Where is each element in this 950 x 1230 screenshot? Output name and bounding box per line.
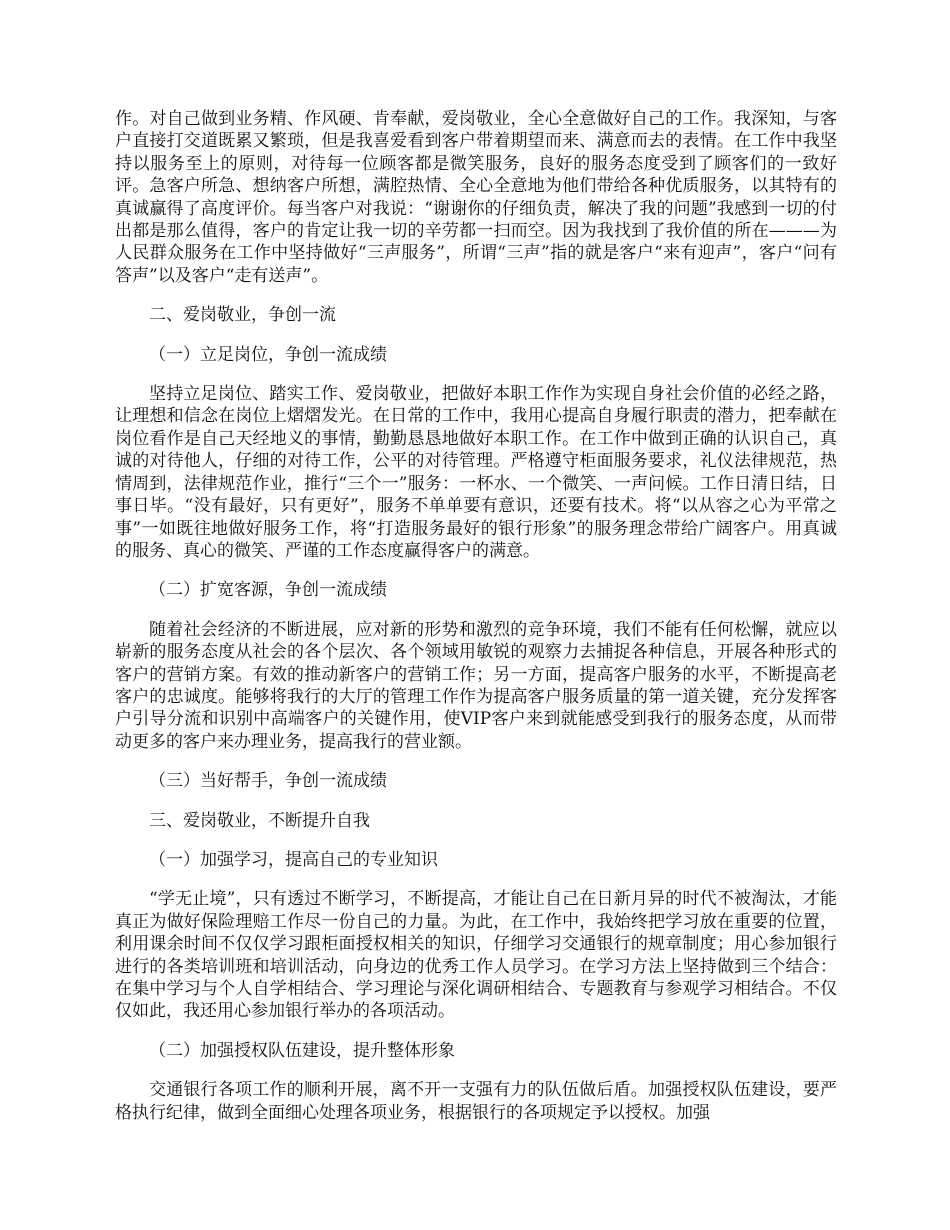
paragraph-expand-customers: 随着社会经济的不断进展，应对新的形势和激烈的竞争环境，我们不能有任何松懈，就应以崭新的服务态度从社会的各个层次、各个领域用敏锐的观察力去捕捉各种信息，开展各种形式的客户的营销方案。有效的推动新客户的营销工作；另一方面，提高客户服务的水平，不断提高老客户的忠诚度。能够将我行的大厅的管理工作作为提高客户服务质量的第一道关键，充分发挥客户引导分流和识别中高端客户的关键作用，使VIP客户来到就能感受到我行的服务态度，从而带动更多的客户来办理业务，提高我行的营业额。 bbox=[115, 619, 837, 752]
paragraph-service-attitude: 作。对自己做到业务精、作风硬、肯奉献，爱岗敬业，全心全意做好自己的工作。我深知，与客户直接打交道既累又繁琐，但是我喜爱看到客户带着期望而来、满意而去的表情。在工作中我坚持以服务至上的原则，对待每一位顾客都是微笑服务，良好的服务态度受到了顾客们的一致好评。急客户所急、想纳客户所想，满腔热情、全心全意地为他们带给各种优质服务，以其特有的真诚赢得了高度评价。每当客户对我说：“谢谢你的仔细负责，解决了我的问题”我感到一切的付出都是那么值得，客户的肯定让我一切的辛劳都一扫而空。因为我找到了我价值的所在———为人民群众服务在工作中坚持做好“三声服务”，所谓“三声”指的就是客户“来有迎声”，客户“问有答声”以及客户“走有送声”。 bbox=[115, 109, 837, 286]
paragraph-team-building: 交通银行各项工作的顺利开展，离不开一支强有力的队伍做后盾。加强授权队伍建设，要严格执行纪律，做到全面细心处理各项业务，根据银行的各项规定予以授权。加强 bbox=[115, 1080, 837, 1123]
subsection-heading-2-2: （二）扩宽客源，争创一流成绩 bbox=[149, 580, 387, 601]
section-heading-2: 二、爱岗敬业，争创一流 bbox=[149, 305, 336, 326]
subsection-heading-3-2: （二）加强授权队伍建设，提升整体形象 bbox=[149, 1040, 455, 1061]
document-page bbox=[115, 108, 837, 1141]
subsection-heading-2-3: （三）当好帮手，争创一流成绩 bbox=[149, 771, 387, 792]
section-heading-3: 三、爱岗敬业，不断提升自我 bbox=[149, 810, 370, 831]
paragraph-study: “学无止境”，只有透过不断学习，不断提高，才能让自己在日新月异的时代不被淘汰，才能真正为做好保险理赔工作尽一份自己的力量。为此，在工作中，我始终把学习放在重要的位置，利用课余时间不仅仅学习跟柜面授权相关的知识，仔细学习交通银行的规章制度；用心参加银行进行的各类培训班和培训活动，向身边的优秀工作人员学习。在学习方法上坚持做到三个结合：在集中学习与个人自学相结合、学习理论与深化调研相结合、专题教育与参观学习相结合。不仅仅如此，我还用心参加银行举办的各项活动。 bbox=[115, 889, 837, 1022]
subsection-heading-2-1: （一）立足岗位，争创一流成绩 bbox=[149, 344, 387, 365]
subsection-heading-3-1: （一）加强学习，提高自己的专业知识 bbox=[149, 849, 438, 870]
paragraph-stand-firm: 坚持立足岗位、踏实工作、爱岗敬业，把做好本职工作作为实现自身社会价值的必经之路，让理想和信念在岗位上熠熠发光。在日常的工作中，我用心提高自身履行职责的潜力，把奉献在岗位看作是自己天经地义的事情，勤勤恳恳地做好本职工作。在工作中做到正确的认识自己，真诚的对待他人，仔细的对待工作，公平的对待管理。严格遵守柜面服务要求，礼仪法律规范，热情周到，法律规范作业，推行“三个一”服务：一杯水、一个微笑、一声问候。工作日清日结，日事日毕。“没有最好，只有更好”，服务不单单要有意识，还要有技术。将“以从容之心为平常之事”一如既往地做好服务工作，将“打造服务最好的银行形象”的服务理念带给广阔客户。用真诚的服务、真心的微笑、严谨的工作态度赢得客户的满意。 bbox=[115, 384, 837, 561]
